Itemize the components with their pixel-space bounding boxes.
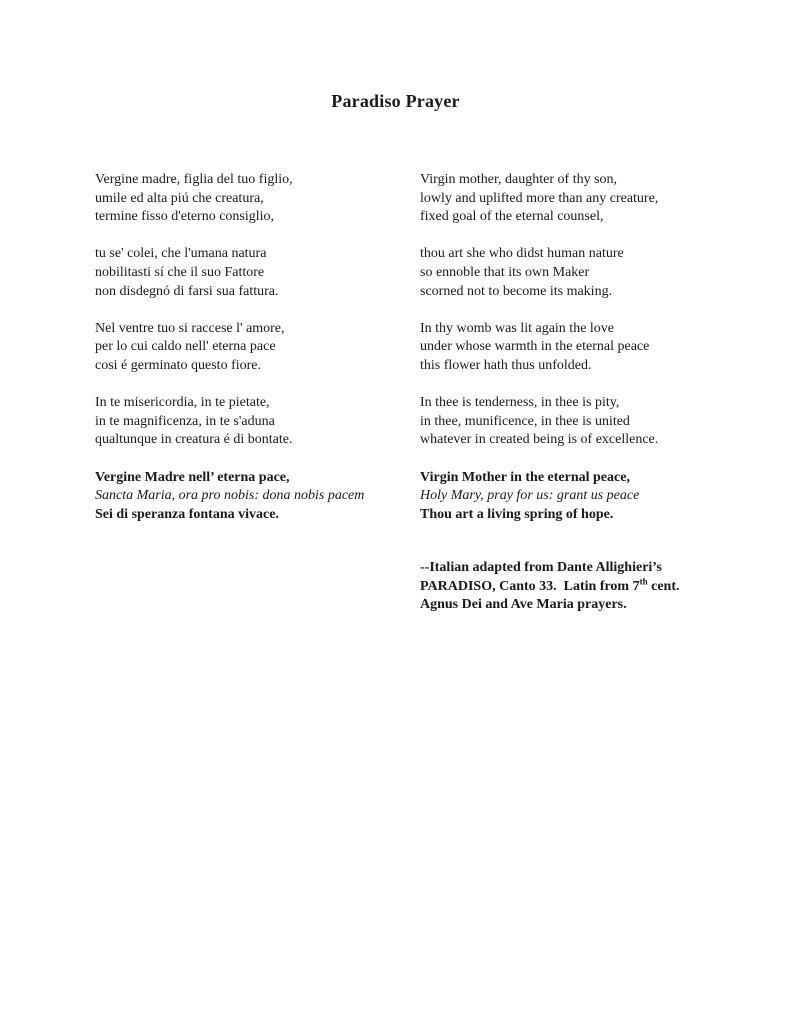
poem-line: in thee, munificence, in thee is united [420,413,630,429]
poem-line: cosi é germinato questo fiore. [95,357,262,373]
poem-line: in te magnificenza, in te s'aduna [95,413,275,429]
stanza-english-5 [420,469,735,525]
poem-line: Sancta Maria, ora pro nobis: dona nobis pacem [95,488,365,504]
poem-line: whatever in created being is of excellence. [420,432,659,448]
poem-line: non disdegnó di farsi sua fattura. [95,283,279,299]
poem-line: In thee is tenderness, in thee is pity, [420,395,620,411]
poem-line: tu se' colei, che l'umana natura [95,246,267,262]
attribution [420,559,735,615]
poem-line: Virgin Mother in the eternal peace, [420,469,630,485]
poem-line: Sei di speranza fontana vivace. [95,506,279,522]
poem-column-english [420,171,735,615]
poem-line: scorned not to become its making. [420,283,613,299]
poem-line: lowly and uplifted more than any creature, [420,190,659,206]
poem-line: qualtunque in creatura é di bontate. [95,432,293,448]
page-title: Paradiso Prayer [331,91,460,111]
poem-line: In te misericordia, in te pietate, [95,395,270,411]
poem-line: Nel ventre tuo si raccese l' amore, [95,320,285,336]
poem-line: per lo cui caldo nell' eterna pace [95,339,276,355]
attribution-line [420,578,735,597]
poem-line: nobilitasti sí che il suo Fattore [95,264,265,280]
poem-line: Thou art a living spring of hope. [420,506,614,522]
attribution-text: PARADISO, Canto 33. Latin from 7 [420,578,640,594]
stanza-english-2 [420,245,735,301]
attribution-line: --Italian adapted from Dante Allighieri’s [420,560,662,576]
stanza-english-3 [420,320,735,376]
stanza-italian-5 [95,469,410,525]
stanza-italian-1 [95,171,410,227]
stanza-italian-3 [95,320,410,376]
poem-line: fixed goal of the eternal counsel, [420,209,604,225]
stanza-italian-4 [95,394,410,450]
poem-line: Vergine Madre nell’ eterna pace, [95,469,290,485]
poem-line: this flower hath thus unfolded. [420,357,592,373]
poem-line: thou art she who didst human nature [420,246,624,262]
poem-column-italian [95,171,410,543]
attribution-line: Agnus Dei and Ave Maria prayers. [420,597,627,613]
attribution-text: cent. [647,578,680,594]
poem-line: so ennoble that its own Maker [420,264,590,280]
poem-line: umile ed alta piú che creatura, [95,190,264,206]
poem-line: under whose warmth in the eternal peace [420,339,650,355]
poem-line: Holy Mary, pray for us: grant us peace [420,488,640,504]
poem-line: Virgin mother, daughter of thy son, [420,172,618,187]
stanza-english-4 [420,394,735,450]
stanza-english-1 [420,171,735,227]
stanza-italian-2 [95,245,410,301]
poem-line: Vergine madre, figlia del tuo figlio, [95,172,293,187]
poem-line: In thy womb was lit again the love [420,320,615,336]
poem-line: termine fisso d'eterno consiglio, [95,209,275,225]
ordinal-superscript: th [639,576,648,587]
